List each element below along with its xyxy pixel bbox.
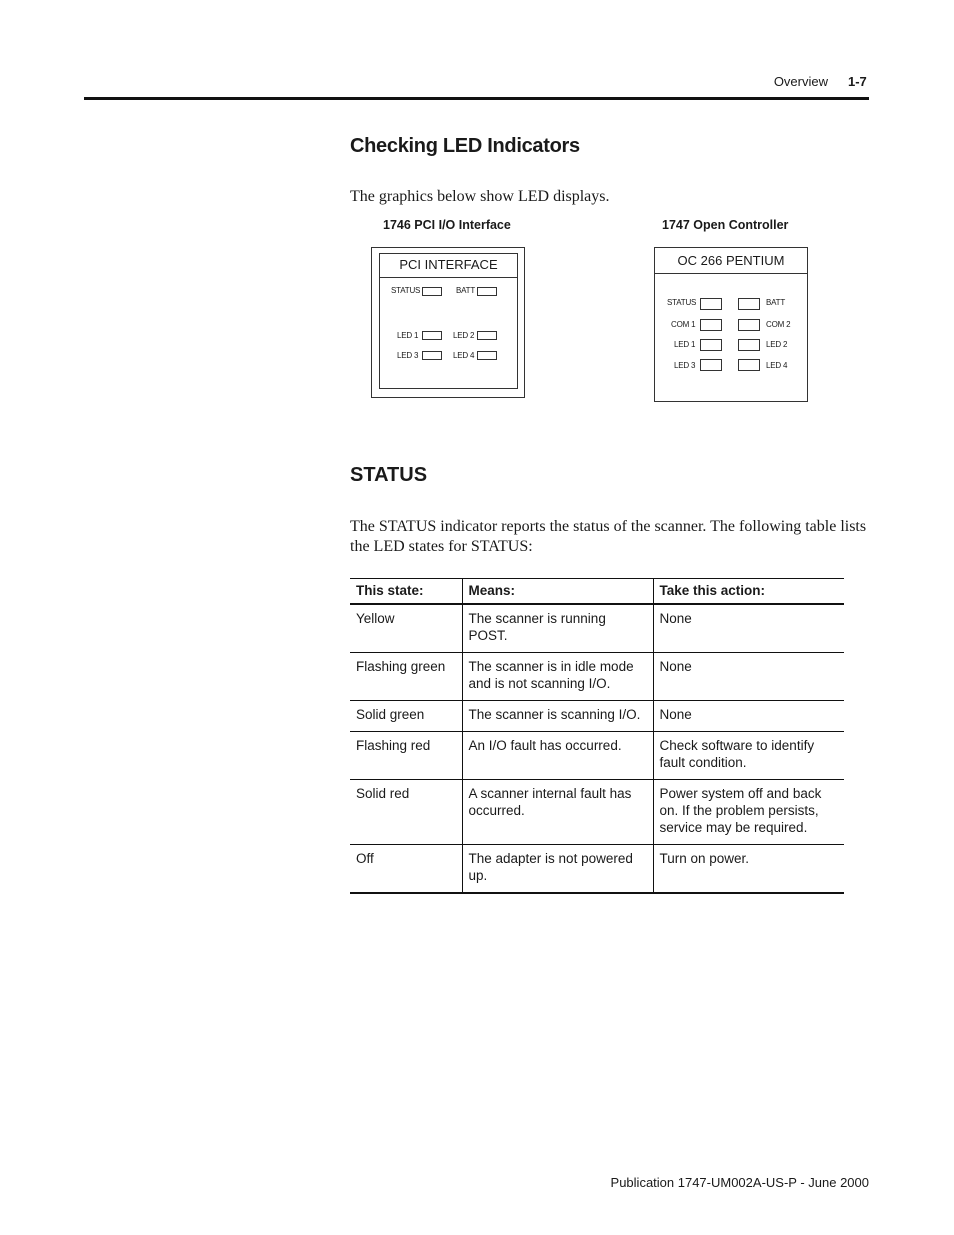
oc-label-com2: COM 2 [766, 320, 791, 329]
pci-panel-title: PCI INTERFACE [379, 253, 518, 278]
oc-led-4 [738, 359, 760, 371]
table-cell: Check software to identify fault condition. [653, 732, 844, 780]
pci-label-led3: LED 3 [397, 351, 419, 360]
table-cell: None [653, 653, 844, 701]
oc-led-batt [738, 298, 760, 310]
oc-label-led2: LED 2 [766, 340, 788, 349]
pci-led-status [422, 287, 442, 296]
table-cell: Flashing red [350, 732, 462, 780]
table-cell: The scanner is scanning I/O. [462, 701, 653, 732]
oc-caption: 1747 Open Controller [662, 218, 789, 232]
intro-text: The graphics below show LED displays. [350, 188, 610, 205]
table-row [350, 732, 844, 780]
table-row [350, 604, 844, 653]
table-row [350, 653, 844, 701]
pci-led-2 [477, 331, 497, 340]
oc-led-status [700, 298, 722, 310]
section-heading-checking-led: Checking LED Indicators [350, 135, 580, 157]
pci-led-batt [477, 287, 497, 296]
pci-label-led1: LED 1 [397, 331, 419, 340]
pci-led-1 [422, 331, 442, 340]
oc-label-led1: LED 1 [674, 340, 696, 349]
status-paragraph: The STATUS indicator reports the status of the scanner. The following table lists the LED states for STATUS: [350, 518, 867, 555]
oc-led-com1 [700, 319, 722, 331]
oc-led-2 [738, 339, 760, 351]
pci-led-4 [477, 351, 497, 360]
running-header-section: Overview [773, 74, 828, 89]
pci-label-led2: LED 2 [453, 331, 475, 340]
table-row [350, 701, 844, 732]
table-cell: Flashing green [350, 653, 462, 701]
table-cell: Off [350, 845, 462, 894]
table-cell: The scanner is in idle mode and is not scanning I/O. [462, 653, 653, 701]
oc-label-com1: COM 1 [671, 320, 696, 329]
oc-label-status: STATUS [667, 298, 697, 307]
oc-label-led4: LED 4 [766, 361, 788, 370]
table-row [350, 845, 844, 894]
oc-panel-title: OC 266 PENTIUM [654, 247, 808, 274]
column-header: Means: [462, 579, 653, 605]
table-header-row [350, 579, 844, 605]
oc-label-batt: BATT [766, 298, 786, 307]
table-cell: None [653, 701, 844, 732]
table-cell: Yellow [350, 604, 462, 653]
table-cell: Solid green [350, 701, 462, 732]
pci-caption: 1746 PCI I/O Interface [383, 218, 511, 232]
table-cell: Solid red [350, 780, 462, 845]
table-cell: None [653, 604, 844, 653]
column-header: Take this action: [653, 579, 844, 605]
pci-label-batt: BATT [456, 286, 476, 295]
table-cell: Turn on power. [653, 845, 844, 894]
pci-led-3 [422, 351, 442, 360]
table-cell: An I/O fault has occurred. [462, 732, 653, 780]
oc-led-3 [700, 359, 722, 371]
publication-footer: Publication 1747-UM002A-US-P - June 2000 [610, 1175, 869, 1190]
table-cell: The scanner is running POST. [462, 604, 653, 653]
header-rule [84, 97, 869, 100]
pci-label-status: STATUS [391, 286, 421, 295]
oc-led-1 [700, 339, 722, 351]
oc-label-led3: LED 3 [674, 361, 696, 370]
oc-led-com2 [738, 319, 760, 331]
column-header: This state: [350, 579, 462, 605]
table-cell: A scanner internal fault has occurred. [462, 780, 653, 845]
table-row [350, 780, 844, 845]
led-state-table [350, 578, 844, 894]
table-cell: The adapter is not powered up. [462, 845, 653, 894]
page-number: 1-7 [848, 74, 867, 89]
section-heading-status: STATUS [350, 464, 428, 486]
table-cell: Power system off and back on. If the problem persists, service may be required. [653, 780, 844, 845]
pci-label-led4: LED 4 [453, 351, 475, 360]
